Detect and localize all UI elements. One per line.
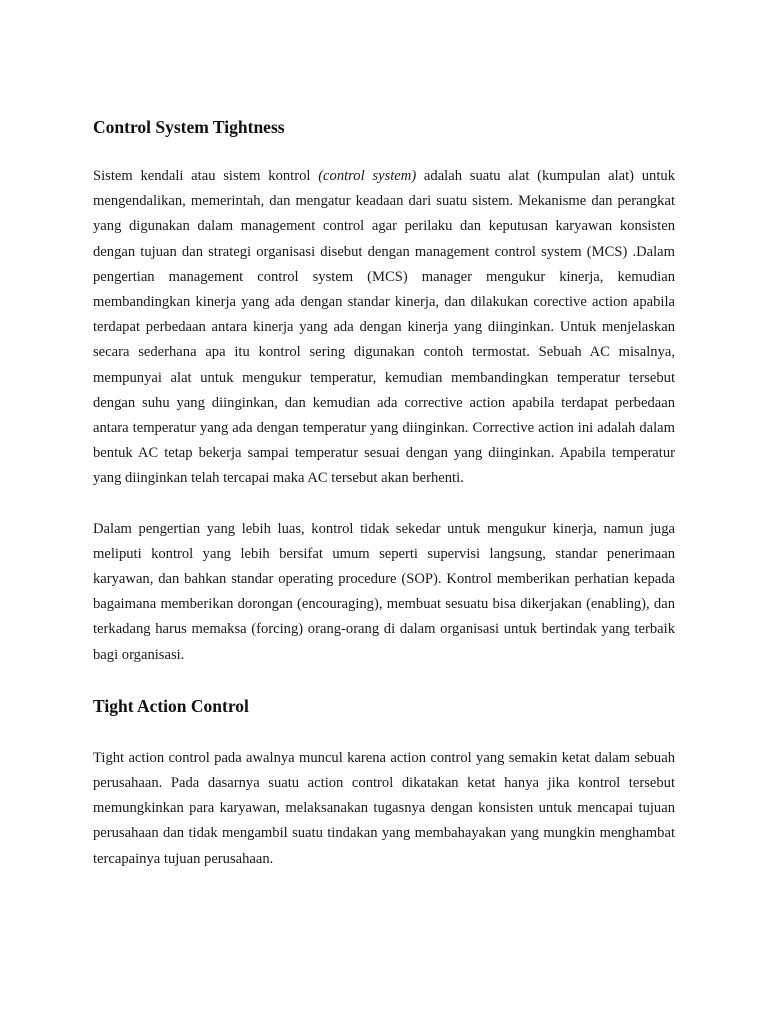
- paragraph-control-system: [93, 164, 675, 492]
- control-system-italic-term: (control system): [318, 168, 417, 184]
- paragraph-control-system-rest: adalah suatu alat (kumpulan alat) untuk mengendalikan, memerintah, dan mengatur keadaan dari suatu sistem. Mekanisme dan perangkat yang digunakan dalam management control agar perilaku dan keputusan karyawan konsisten dengan tujuan dan strategi organisasi disebut dengan management control system (MCS) .Dalam pengertian management control system (MCS) manager mengukur kinerja, kemudian membandingkan kinerja yang ada dengan standar kinerja, dan dilakukan corective action apabila terdapat perbedaan antara kinerja yang ada dengan kinerja yang diinginkan. Untuk menjelaskan secara sederhana apa itu kontrol sering digunakan contoh termostat. Sebuah AC misalnya, mempunyai alat untuk mengukur temperatur, kemudian membandingkan temperatur tersebut dengan suhu yang diinginkan, dan kemudian ada corrective action apabila terdapat perbedaan antara temperatur yang ada dengan temperatur yang diinginkan. Corrective action ini adalah dalam bentuk AC tetap bekerja sampai temperatur sesuai dengan yang diinginkan. Apabila temperatur yang diinginkan telah tercapai maka AC tersebut akan berhenti.: [93, 168, 676, 487]
- heading-tight-action-control: Tight Action Control: [93, 695, 249, 716]
- heading-control-system-tightness: Control System Tightness: [93, 117, 285, 137]
- paragraph-broader-control: Dalam pengertian yang lebih luas, kontrol tidak sekedar untuk mengukur kinerja, namun juga meliputi kontrol yang lebih bersifat umum seperti supervisi langsung, standar penerimaan karyawan, dan bahkan standar operating procedure (SOP). Kontrol memberikan perhatian kepada bagaimana memberikan dorongan (encouraging), membuat sesuatu bisa dikerjakan (enabling), dan terkadang harus memaksa (forcing) orang-orang di dalam organisasi untuk bertindak yang terbaik bagi organisasi.: [93, 520, 675, 663]
- paragraph-control-system-start: Sistem kendali atau sistem kontrol: [93, 168, 319, 184]
- paragraph-tight-action-control: Tight action control pada awalnya muncul karena action control yang semakin ketat dalam sebuah perusahaan. Pada dasarnya suatu action control dikatakan ketat hanya jika kontrol tersebut memungkinkan para karyawan, melaksanakan tugasnya dengan konsisten untuk mencapai tujuan perusahaan dan tidak mengambil suatu tindakan yang membahayakan yang mungkin menghambat tercapainya tujuan perusahaan.: [93, 749, 675, 867]
- document-body: [93, 115, 675, 872]
